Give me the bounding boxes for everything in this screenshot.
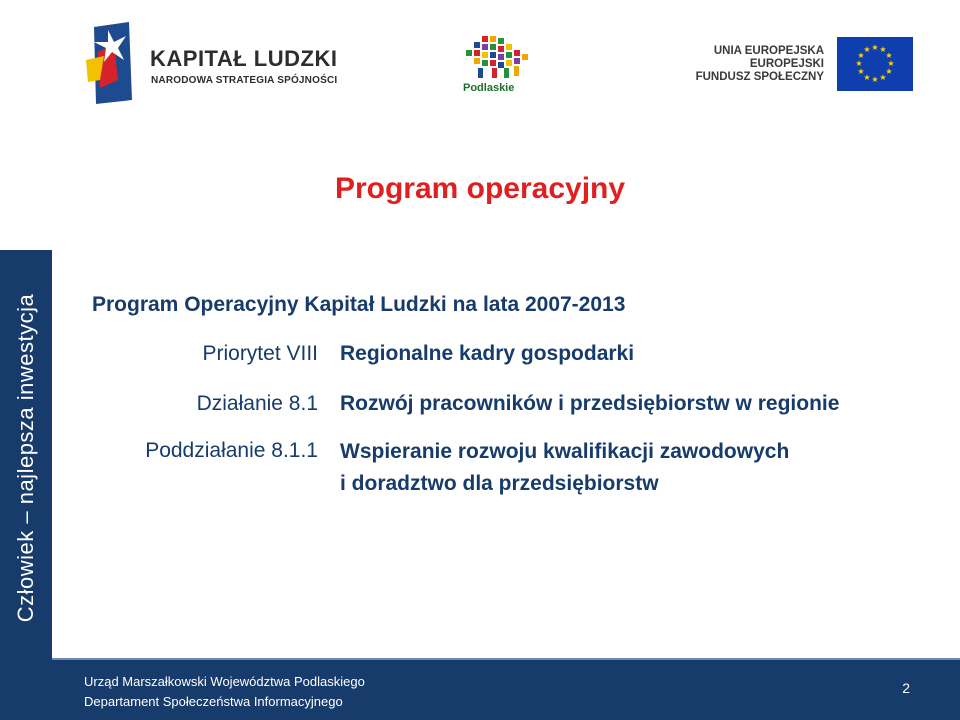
svg-text:★: ★: [879, 45, 887, 54]
priority-label: Priorytet VIII: [202, 342, 318, 365]
page-number: 2: [902, 680, 910, 696]
svg-text:★: ★: [857, 51, 865, 60]
footer-line-1: Urząd Marszałkowski Województwa Podlaskiego: [84, 674, 365, 689]
svg-text:★: ★: [879, 73, 887, 82]
svg-text:★: ★: [885, 67, 893, 76]
svg-text:★: ★: [863, 73, 871, 82]
footer-text: [84, 672, 365, 712]
svg-text:★: ★: [855, 59, 863, 68]
svg-text:★: ★: [857, 67, 865, 76]
eu-flag-icon: [837, 37, 913, 96]
slide-title: Program operacyjny: [334, 172, 626, 205]
eu-line-1: UNIA EUROPEJSKA: [713, 45, 824, 57]
footer-band: [52, 660, 960, 720]
footer-line-2: Departament Społeczeństwa Informacyjnego: [84, 694, 343, 709]
subaction-value-line-2: i doradztwo dla przedsiębiorstw: [340, 472, 659, 495]
podlaskie-label: Podlaskie: [463, 82, 515, 94]
action-value: Rozwój pracowników i przedsiębiorstw w regionie: [340, 392, 840, 415]
subaction-value-line-1: Wspieranie rozwoju kwalifikacji zawodowych: [340, 440, 790, 463]
svg-text:★: ★: [863, 45, 871, 54]
program-name: Program Operacyjny Kapitał Ludzki na lata 2007-2013: [92, 293, 626, 316]
kapital-ludzki-emblem-icon: [84, 22, 144, 112]
sidebar-slogan: Człowiek – najlepsza inwestycja: [13, 293, 38, 623]
kapital-ludzki-logo: [84, 22, 144, 117]
svg-text:★: ★: [887, 59, 895, 68]
priority-value: Regionalne kadry gospodarki: [340, 342, 635, 365]
eu-text: [696, 45, 824, 84]
eu-line-2: EUROPEJSKI: [749, 58, 824, 70]
svg-text:★: ★: [885, 51, 893, 60]
action-label: Działanie 8.1: [196, 392, 318, 415]
svg-text:★: ★: [871, 75, 879, 84]
kapital-ludzki-subtitle: NARODOWA STRATEGIA SPÓJNOŚCI: [151, 75, 338, 86]
kapital-ludzki-title: KAPITAŁ LUDZKI: [150, 46, 338, 71]
svg-text:★: ★: [871, 43, 879, 52]
subaction-label: Poddziałanie 8.1.1: [145, 439, 318, 462]
eu-line-3: FUNDUSZ SPOŁECZNY: [695, 71, 824, 83]
